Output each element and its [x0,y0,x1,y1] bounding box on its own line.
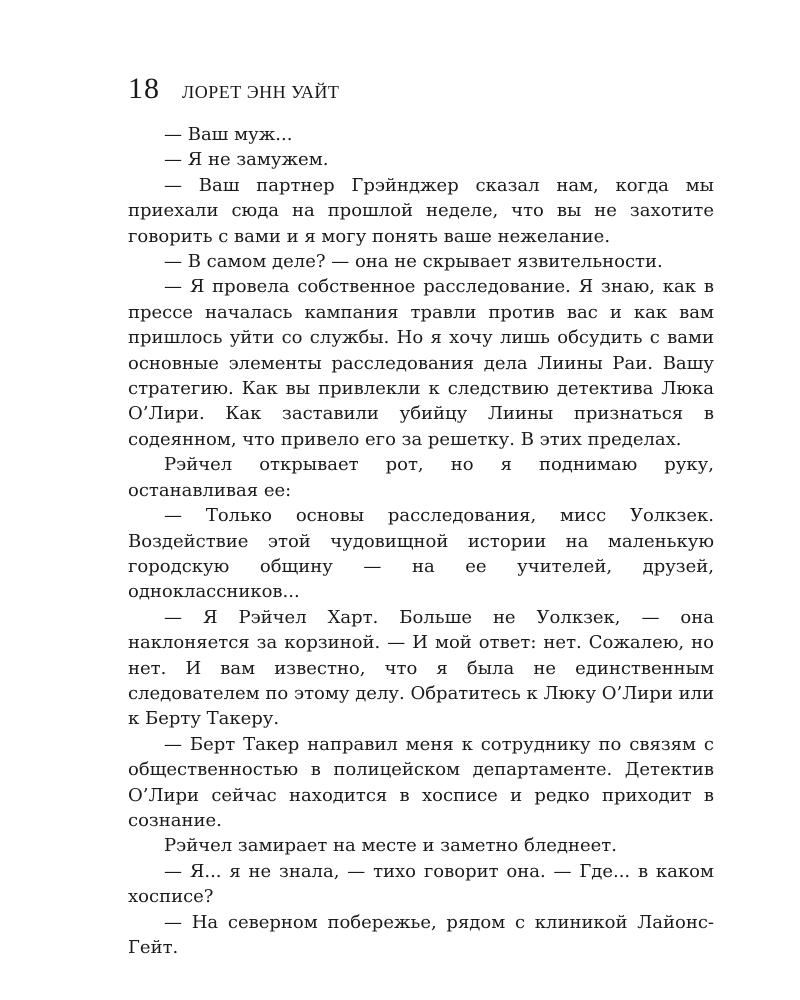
paragraph: — Ваш партнер Грэйнджер сказал нам, когда мы приехали сюда на прошлой неделе, что вы не захотите говорить с вами и я могу понять ваше нежелание. [128,174,714,247]
paragraph: — Берт Такер направил меня к сотруднику по связям с общественностью в полицейском департаменте. Детектив О’Лири сейчас находится в хосписе и редко приходит в сознание. [128,733,714,831]
paragraph: — Ваш муж... [164,124,293,145]
paragraph: — Я не замужем. [164,149,329,171]
running-header [128,72,714,118]
paragraph: — Я... я не знала, — тихо говорит она. — Где... в каком хосписе? [128,860,714,908]
paragraph: — В самом деле? — она не скрывает язвительности. [164,251,663,273]
page-number: 18 [128,72,160,105]
body-text [128,122,714,960]
paragraph: Рэйчел замирает на месте и заметно бледнеет. [164,835,617,857]
paragraph: Рэйчел открывает рот, но я поднимаю руку, останавливая ее: [128,454,714,501]
paragraph: — Только основы расследования, мисс Уолкзек. Воздействие этой чудовищной истории на маленькую городскую общину — на ее учителей, друзей, одноклассников... [128,505,714,603]
paragraph: — Я провела собственное расследование. Я знаю, как в прессе началась кампания травли против вас и как вам пришлось уйти со службы. Но я хочу лишь обсудить с вами основные элементы расследования дела Лиины Раи. Вашу стратегию. Как вы привлекли к следствию детектива Люка О’Лири. Как заставили убийцу Лиины признаться в содеянном, что привело его за решетку. В этих пределах. [128,276,714,450]
paragraph: — Я Рэйчел Харт. Больше не Уолкзек, — она наклоняется за корзиной. — И мой ответ: нет. Сожалею, но нет. И вам известно, что я была не единственным следователем по этому делу. Обратитесь к Люку О’Лири или к Берту Такеру. [128,606,714,730]
running-title: ЛОРЕТ ЭНН УАЙТ [182,82,340,102]
book-page [128,72,714,960]
paragraph: — На северном побережье, рядом с клиникой Лайонс-Гейт. [128,911,714,958]
